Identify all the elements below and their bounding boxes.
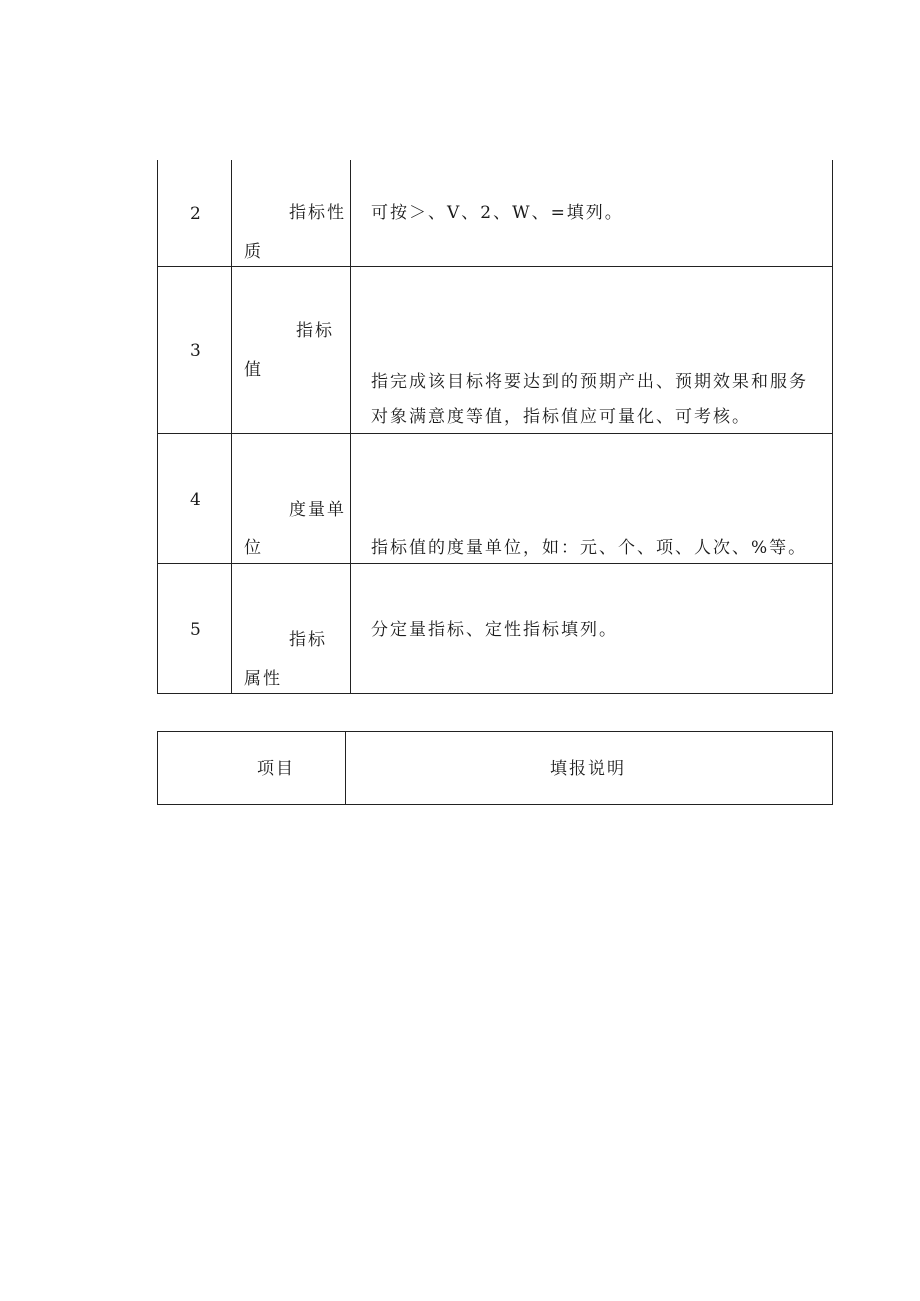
header-divider bbox=[345, 732, 346, 804]
header-item: 项目 bbox=[257, 759, 295, 779]
item-name-line1: 度量单 bbox=[289, 500, 346, 520]
table-divider-2 bbox=[350, 160, 351, 694]
table-divider-1 bbox=[231, 160, 232, 694]
table-border-right bbox=[832, 160, 833, 694]
row-number: 3 bbox=[190, 341, 201, 361]
item-name-line1: 指标 bbox=[296, 321, 334, 341]
row-number: 5 bbox=[190, 620, 201, 640]
description-line1: 指完成该目标将要达到的预期产出、预期效果和服务 bbox=[371, 372, 808, 392]
item-name-line1: 指标 bbox=[289, 630, 327, 650]
row-separator bbox=[157, 433, 833, 434]
description-line1: 分定量指标、定性指标填列。 bbox=[371, 620, 618, 640]
row-number: 4 bbox=[190, 490, 201, 510]
table-border-left bbox=[157, 160, 158, 694]
item-name-line1: 指标性 bbox=[289, 203, 346, 223]
item-name-line2: 属性 bbox=[244, 669, 282, 689]
item-name-line2: 值 bbox=[244, 360, 263, 380]
row-separator bbox=[157, 563, 833, 564]
indicator-table bbox=[157, 160, 833, 694]
item-name-line2: 质 bbox=[244, 242, 263, 262]
header-table bbox=[157, 731, 833, 805]
description-line2: 对象满意度等值，指标值应可量化、可考核。 bbox=[371, 407, 751, 427]
row-number: 2 bbox=[190, 204, 201, 224]
description-line1: 可按＞、V、2、W、=填列。 bbox=[371, 203, 624, 223]
description-line1: 指标值的度量单位，如：元、个、项、人次、%等。 bbox=[371, 538, 808, 558]
table-border-bottom bbox=[157, 693, 833, 694]
row-separator bbox=[157, 266, 833, 267]
header-description: 填报说明 bbox=[550, 759, 626, 779]
item-name-line2: 位 bbox=[244, 538, 263, 558]
